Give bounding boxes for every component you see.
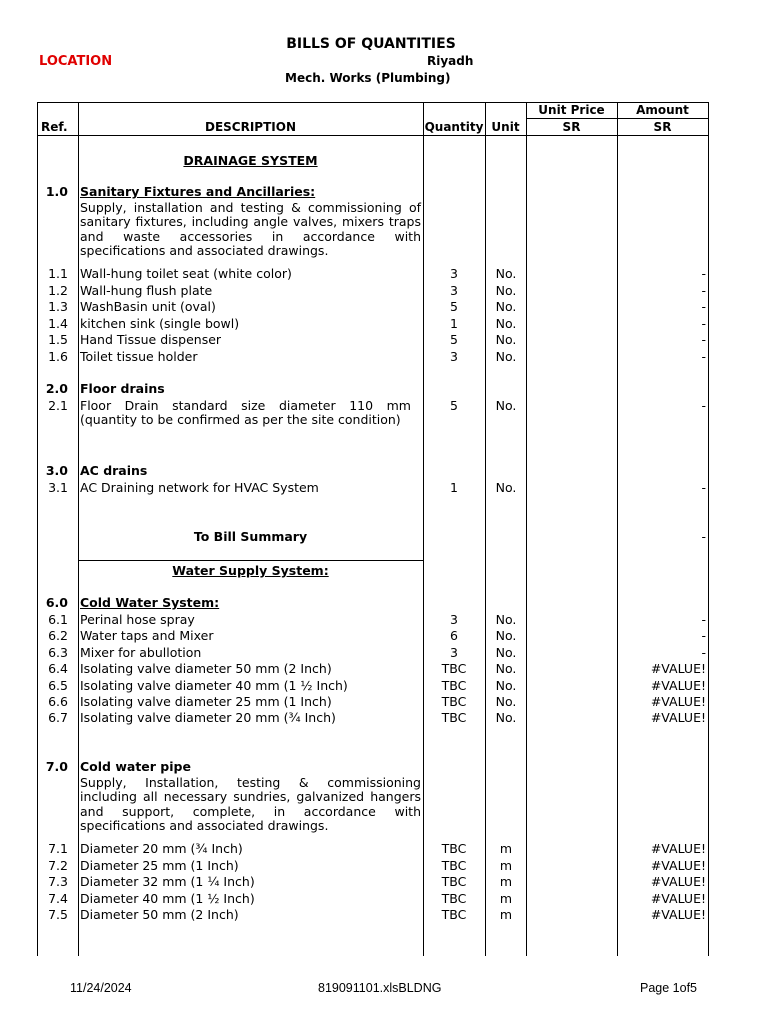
item-amount: #VALUE! — [650, 874, 706, 889]
item-ref: 6.5 — [48, 677, 68, 693]
item-ref: 6.1 — [48, 612, 68, 627]
item-description: Diameter 40 mm (1 ½ Inch) — [80, 890, 255, 906]
item-quantity: 3 — [450, 644, 458, 660]
item-unit: m — [499, 857, 513, 873]
item-amount: #VALUE! — [650, 677, 706, 693]
item-amount: #VALUE! — [650, 661, 706, 677]
item-unit: No. — [495, 612, 517, 627]
item-ref: 7.3 — [48, 874, 68, 889]
item-description: Mixer for abullotion — [80, 644, 202, 660]
item-unit: No. — [495, 299, 517, 314]
item-unit: No. — [495, 628, 517, 644]
item-quantity: TBC — [441, 907, 467, 922]
section-ref: 1.0 — [45, 184, 68, 199]
item-unit: No. — [495, 661, 517, 677]
item-quantity: TBC — [441, 661, 467, 677]
item-amount: - — [701, 628, 706, 644]
item-quantity: 1 — [450, 315, 458, 331]
item-description: Floor Drain standard size diameter 110 mm (quantity to be confirmed as per the site condition) — [80, 398, 411, 428]
section-description-1: Supply, installation and testing & commissioning of sanitary fixtures, including angle valves, mixers traps and waste accessories in accordance with specifications and associated drawings. — [80, 200, 421, 259]
item-description: Isolating valve diameter 50 mm (2 Inch) — [80, 661, 332, 677]
item-amount: #VALUE! — [650, 710, 706, 726]
item-ref: 1.1 — [48, 266, 68, 281]
col-header-unit-price-currency: SR — [562, 120, 581, 134]
item-amount: - — [701, 348, 706, 364]
item-unit: No. — [495, 710, 517, 726]
section-title: Sanitary Fixtures and Ancillaries: — [80, 184, 316, 199]
item-quantity: TBC — [441, 874, 467, 889]
item-quantity: TBC — [441, 890, 467, 906]
item-ref: 6.3 — [48, 644, 68, 660]
item-quantity: TBC — [441, 857, 467, 873]
col-header-description: DESCRIPTION — [204, 120, 296, 134]
item-description: Wall-hung toilet seat (white color) — [80, 266, 292, 281]
document-subtitle: Mech. Works (Plumbing) — [285, 71, 451, 85]
item-amount: #VALUE! — [650, 841, 706, 856]
item-ref: 7.5 — [48, 907, 68, 922]
item-description: Water taps and Mixer — [80, 628, 214, 644]
section-title: Cold water pipe — [80, 759, 191, 774]
col-header-ref: Ref. — [41, 120, 68, 134]
item-ref: 7.2 — [48, 857, 68, 873]
col-header-quantity: Quantity — [424, 120, 484, 134]
item-ref: 7.1 — [48, 841, 68, 856]
item-amount: #VALUE! — [650, 857, 706, 873]
bill-summary-amount: - — [701, 529, 706, 544]
item-quantity: 5 — [450, 299, 458, 314]
item-ref: 6.4 — [48, 661, 68, 677]
item-amount: - — [701, 644, 706, 660]
item-ref: 1.4 — [48, 315, 68, 331]
item-quantity: TBC — [441, 841, 467, 856]
item-amount: - — [701, 266, 706, 281]
item-quantity: 5 — [450, 332, 458, 347]
col-header-amount: Amount — [636, 103, 689, 117]
item-description: Wall-hung flush plate — [80, 282, 213, 298]
section-ref: 3.0 — [45, 463, 68, 478]
item-quantity: 6 — [450, 628, 458, 644]
bill-summary-label: To Bill Summary — [193, 529, 308, 544]
document-title: BILLS OF QUANTITIES — [286, 36, 456, 52]
item-amount: - — [701, 315, 706, 331]
item-description: Hand Tissue dispenser — [80, 332, 222, 347]
item-description: Isolating valve diameter 20 mm (¾ Inch) — [80, 710, 336, 726]
item-quantity: 3 — [450, 348, 458, 364]
item-amount: #VALUE! — [650, 907, 706, 922]
item-quantity: TBC — [441, 677, 467, 693]
section-title: Floor drains — [80, 381, 165, 396]
footer-file-name: 819091101.xlsBLDNG — [318, 981, 442, 995]
item-description: Diameter 20 mm (¾ Inch) — [80, 841, 243, 856]
col-header-unit: Unit — [491, 120, 520, 134]
item-ref: 1.2 — [48, 282, 68, 298]
location-label: LOCATION — [39, 54, 113, 69]
item-amount: - — [701, 282, 706, 298]
item-ref: 1.6 — [48, 348, 68, 364]
item-amount: - — [701, 480, 706, 495]
section-description-7: Supply, Installation, testing & commissioning including all necessary sundries, galvanized hangers and support, complete, in accordance with specifications and associated drawings. — [80, 775, 421, 834]
item-description: AC Draining network for HVAC System — [80, 480, 319, 495]
item-unit: No. — [495, 677, 517, 693]
item-ref: 7.4 — [48, 890, 68, 906]
footer-date: 11/24/2024 — [70, 981, 132, 995]
item-description: Isolating valve diameter 25 mm (1 Inch) — [80, 694, 332, 709]
item-amount: - — [701, 612, 706, 627]
section-ref: 7.0 — [45, 759, 68, 774]
item-quantity: 1 — [450, 480, 458, 495]
item-description: kitchen sink (single bowl) — [80, 315, 240, 331]
col-header-unit-price: Unit Price — [538, 103, 605, 117]
footer-page-number: Page 1of5 — [640, 981, 697, 995]
item-description: Diameter 50 mm (2 Inch) — [80, 907, 239, 922]
section-title: Cold Water System: — [80, 595, 220, 610]
item-amount: - — [701, 299, 706, 314]
section-ref: 2.0 — [45, 381, 68, 396]
col-header-amount-currency: SR — [653, 120, 672, 134]
item-ref: 6.2 — [48, 628, 68, 644]
item-unit: No. — [495, 398, 517, 413]
item-quantity: 5 — [450, 398, 458, 413]
section-title-water-supply: Water Supply System: — [172, 563, 329, 578]
item-quantity: TBC — [441, 710, 467, 726]
item-description: Diameter 32 mm (1 ¼ Inch) — [80, 874, 255, 889]
item-ref: 2.1 — [48, 398, 68, 413]
section-ref: 6.0 — [45, 595, 68, 610]
item-unit: No. — [495, 332, 517, 347]
section-title: AC drains — [80, 463, 148, 478]
item-unit: No. — [495, 644, 517, 660]
item-description: Perinal hose spray — [80, 612, 195, 627]
item-quantity: 3 — [450, 282, 458, 298]
item-amount: - — [701, 398, 706, 413]
item-unit: m — [499, 890, 513, 906]
item-amount: #VALUE! — [650, 890, 706, 906]
item-unit: No. — [495, 348, 517, 364]
item-ref: 1.3 — [48, 299, 68, 314]
item-unit: m — [499, 874, 513, 889]
item-description: Isolating valve diameter 40 mm (1 ½ Inch) — [80, 677, 348, 693]
city-name: Riyadh — [427, 54, 474, 68]
item-description: Toilet tissue holder — [80, 348, 198, 364]
item-ref: 3.1 — [48, 480, 68, 495]
item-unit: m — [499, 907, 513, 922]
section-title-drainage: DRAINAGE SYSTEM — [183, 153, 318, 168]
item-unit: No. — [495, 282, 517, 298]
item-unit: No. — [495, 266, 517, 281]
item-description: Diameter 25 mm (1 Inch) — [80, 857, 239, 873]
item-description: WashBasin unit (oval) — [80, 299, 216, 314]
item-amount: #VALUE! — [650, 694, 706, 709]
item-quantity: TBC — [441, 694, 467, 709]
item-amount: - — [701, 332, 706, 347]
item-unit: No. — [495, 315, 517, 331]
item-unit: No. — [495, 694, 517, 709]
item-unit: No. — [495, 480, 517, 495]
item-quantity: 3 — [450, 612, 458, 627]
item-quantity: 3 — [450, 266, 458, 281]
item-ref: 1.5 — [48, 332, 68, 347]
item-ref: 6.7 — [48, 710, 68, 726]
item-ref: 6.6 — [48, 694, 68, 709]
item-unit: m — [499, 841, 513, 856]
